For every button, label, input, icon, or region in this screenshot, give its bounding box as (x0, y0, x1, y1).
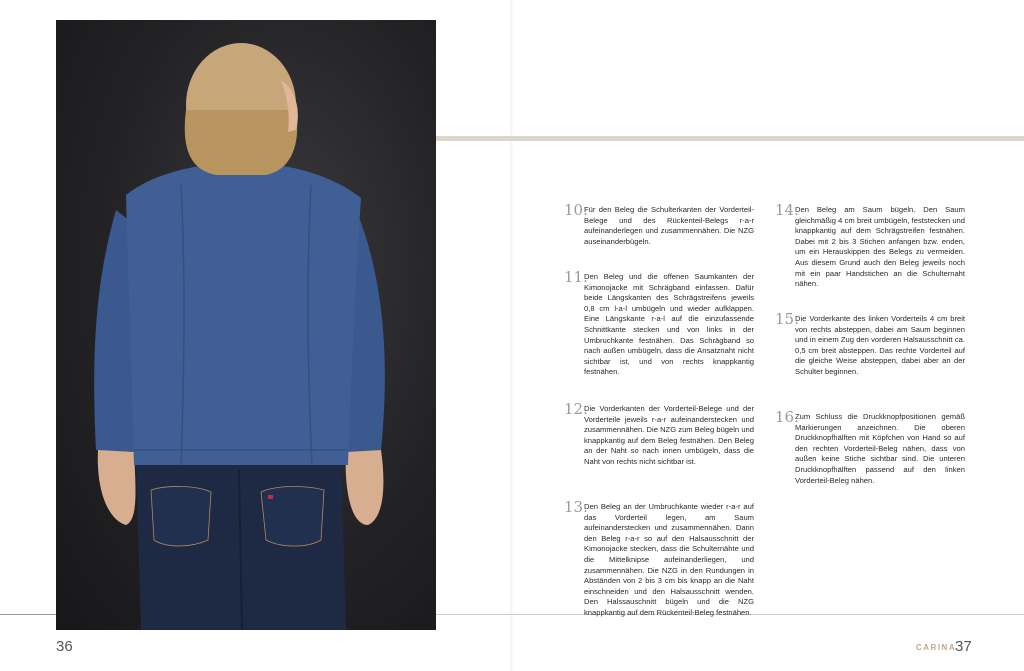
step-number: 12. (564, 400, 588, 418)
model-back-view-photo (56, 20, 436, 630)
step-text: Zum Schluss die Druckknopfpositionen gemäß Markierungen anzeichnen. Die oberen Druckknopfhälften mit Köpfchen von Hand so auf den rechten Vorderteil-Beleg nähen, dass von außen keine Stiche sichtbar sind. Die unteren Druckknopfhälften passend auf den linken Vorderteil-Beleg nähen. (795, 412, 965, 485)
step-text: Die Vorderkanten der Vorderteil-Belege und der Vorderteile jeweils r-a-r aufeinanderstecken und zusammennähen. Die NZG zum Beleg bügeln und knappkantig auf dem Beleg festnähen. Den Beleg an der Naht so nach innen umbügeln, dass die Naht von rechts nicht sichtbar ist. (584, 404, 754, 466)
step-text: Den Beleg an der Umbruchkante wieder r-a-r auf das Vorderteil legen, am Saum aufeinanderstecken und zusammennähen. Dann den Beleg r-a-r so auf den Halsausschnitt der Kimonojacke stecken, dass die Schulternähte und die Mittelknipse aufeinanderliegen, und zusammennähen. Die NZG in den Rundungen in Abständen von 2 bis 3 cm bis knapp an die Naht einschneiden und den Halsausschnitt wenden. Den Halssauschnitt bügeln und die NZG knappkantig auf dem Rückenteil-Beleg festnähen. (584, 502, 754, 617)
step-11 (564, 268, 754, 378)
step-10 (564, 201, 754, 247)
step-number: 13. (564, 498, 588, 516)
page-number-right: 37 (955, 638, 972, 655)
step-number: 11. (564, 268, 588, 286)
decorative-top-rule (436, 136, 1024, 141)
step-16 (775, 408, 965, 486)
page-number-left: 36 (56, 638, 73, 655)
photo-illustration (56, 20, 436, 630)
bottom-rule-left (0, 614, 56, 615)
step-14 (775, 201, 965, 290)
step-15 (775, 310, 965, 378)
step-number: 14. (775, 201, 799, 219)
step-number: 15. (775, 310, 799, 328)
step-number: 16. (775, 408, 799, 426)
brand-label: CARINA (916, 643, 957, 652)
step-text: Den Beleg und die offenen Saumkanten der Kimonojacke mit Schrägband einfassen. Dafür beide Längskanten des Schrägstreifens jeweils 0,8 cm l-a-l umbügeln und wieder aufklappen. Eine Längskante r-a-l auf die einzufassende Schnittkante stecken und von links in der Umbruchkante festnähen. Das Schrägband so nach außen umbügeln, dass die Ansatznaht nicht sichtbar ist, und von rechts knappkantig festnähen. (584, 272, 754, 377)
book-spine (510, 0, 514, 671)
step-12 (564, 400, 754, 468)
step-13 (564, 498, 754, 619)
step-text: Die Vorderkante des linken Vorderteils 4 cm breit von rechts absteppen, dabei am Saum beginnen und in einem Zug den vorderen Halsausschnitt ca. 0,5 cm breit absteppen. Das rechte Vorderteil auf die gleiche Weise absteppen, dabei aber an der Schulter beginnen. (795, 314, 965, 376)
step-text: Den Beleg am Saum bügeln. Den Saum gleichmäßig 4 cm breit umbügeln, feststecken und knappkantig auf dem Schrägstreifen festnähen. Dabei mit 2 bis 3 Stichen anfangen bzw. enden, um ein Herauskippen des Belegs zu vermeiden. Aus diesem Grund auch den Beleg jeweils noch mit ein paar Handstichen an die Schulternaht nähen. (795, 205, 965, 289)
step-text: Für den Beleg die Schulterkanten der Vorderteil-Belege und des Rückenteil-Belegs r-a-r aufeinanderlegen und zusammennähen. Die NZG auseinanderbügeln. (584, 205, 754, 246)
step-number: 10. (564, 201, 588, 219)
